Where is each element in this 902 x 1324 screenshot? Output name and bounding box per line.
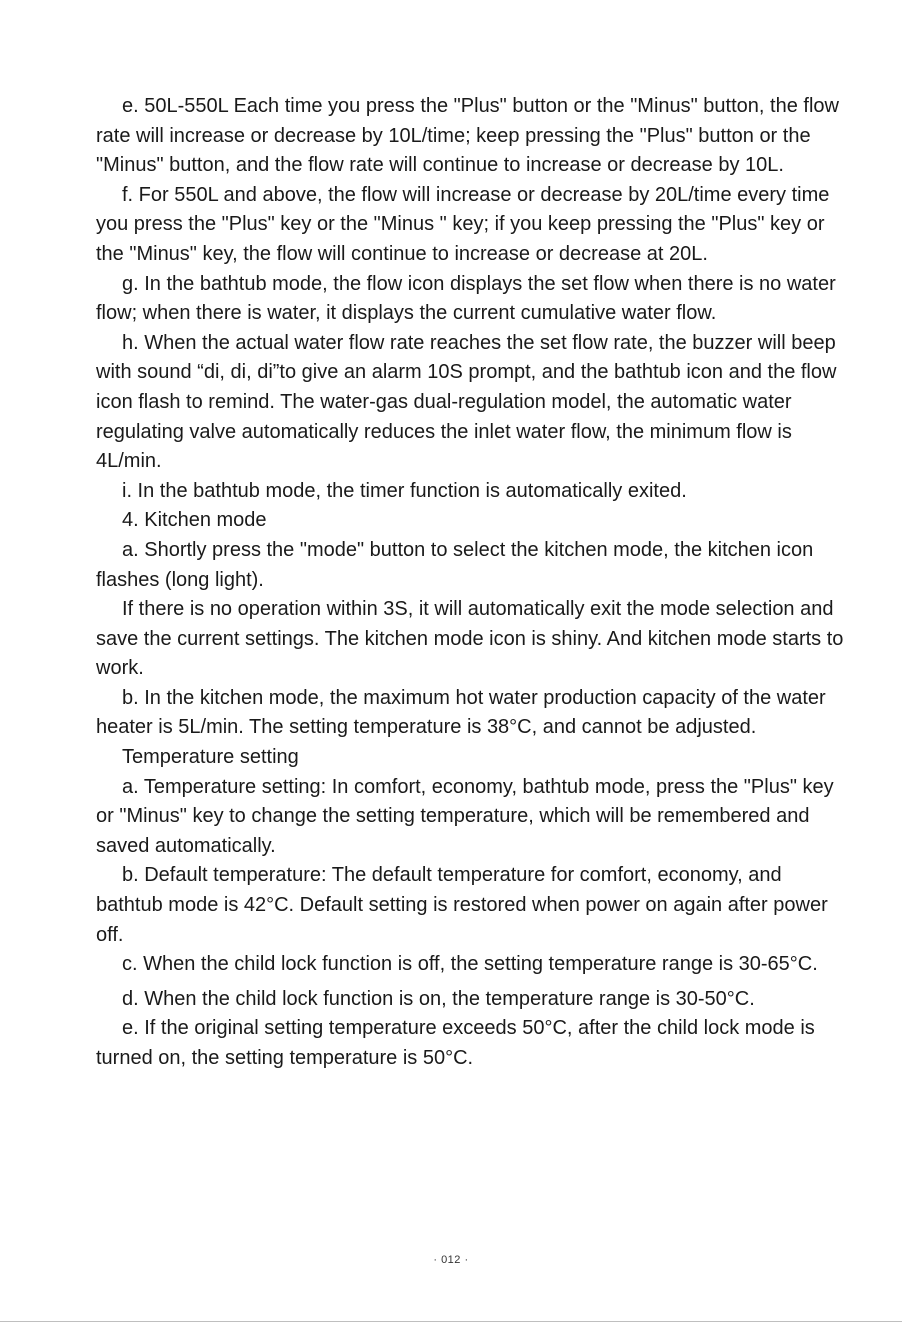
bottom-divider: [0, 1321, 902, 1322]
paragraph-flow-550-above: f. For 550L and above, the flow will increase or decrease by 20L/time every time you press the "Plus" key or the "Minus " key; if you keep pressing the "Plus" key or the "Minus" key, the flow will continue to increase or decrease at 20L.: [96, 183, 830, 265]
paragraph-child-lock-off: c. When the child lock function is off, the setting temperature range is 30-65°C.: [122, 953, 818, 976]
paragraph-kitchen-select: a. Shortly press the "mode" button to select the kitchen mode, the kitchen icon flashes (long light).: [96, 538, 814, 591]
paragraph-default-temperature: b. Default temperature: The default temperature for comfort, economy, and bathtub mode is 42°C. Default setting is restored when power on again after power off.: [96, 864, 828, 946]
paragraph-child-lock-on: d. When the child lock function is on, the temperature range is 30-50°C.: [122, 987, 755, 1010]
paragraph-timer-exit: i. In the bathtub mode, the timer function is automatically exited.: [122, 479, 687, 502]
paragraph-flow-50-550: e. 50L-550L Each time you press the "Plus" button or the "Minus" button, the flow rate will increase or decrease by 10L/time; keep pressing the "Plus" button or the "Minus" button, and the flow rate will continue to increase or decrease by 10L.: [96, 95, 839, 177]
paragraph-child-lock-exceed: e. If the original setting temperature exceeds 50°C, after the child lock mode is turned on, the setting temperature is 50°C.: [96, 1017, 815, 1069]
heading-temperature-setting: Temperature setting: [122, 746, 299, 769]
page-number: · 012 ·: [433, 1254, 469, 1266]
paragraph-buzzer-alarm: h. When the actual water flow rate reaches the set flow rate, the buzzer will beep with sound “di, di, di”to give an alarm 10S prompt, and the bathtub icon and the flow icon flash to remind. The water-gas dual-regulation model, the automatic water regulating valve automatically reduces the inlet water flow, the minimum flow is 4L/min.: [96, 331, 837, 473]
document-body: [96, 92, 846, 1074]
paragraph-bathtub-flow-icon: g. In the bathtub mode, the flow icon displays the set flow when there is no water flow; when there is water, it displays the current cumulative water flow.: [96, 272, 836, 325]
paragraph-temperature-setting: a. Temperature setting: In comfort, economy, bathtub mode, press the "Plus" key or "Minus" key to change the setting temperature, which will be remembered and saved automatically.: [96, 775, 834, 857]
paragraph-kitchen-auto-exit: If there is no operation within 3S, it will automatically exit the mode selection and save the current settings. The kitchen mode icon is shiny. And kitchen mode starts to work.: [96, 598, 844, 680]
paragraph-kitchen-capacity: b. In the kitchen mode, the maximum hot water production capacity of the water heater is 5L/min. The setting temperature is 38°C, and cannot be adjusted.: [96, 686, 826, 739]
heading-kitchen-mode: 4. Kitchen mode: [122, 509, 267, 532]
